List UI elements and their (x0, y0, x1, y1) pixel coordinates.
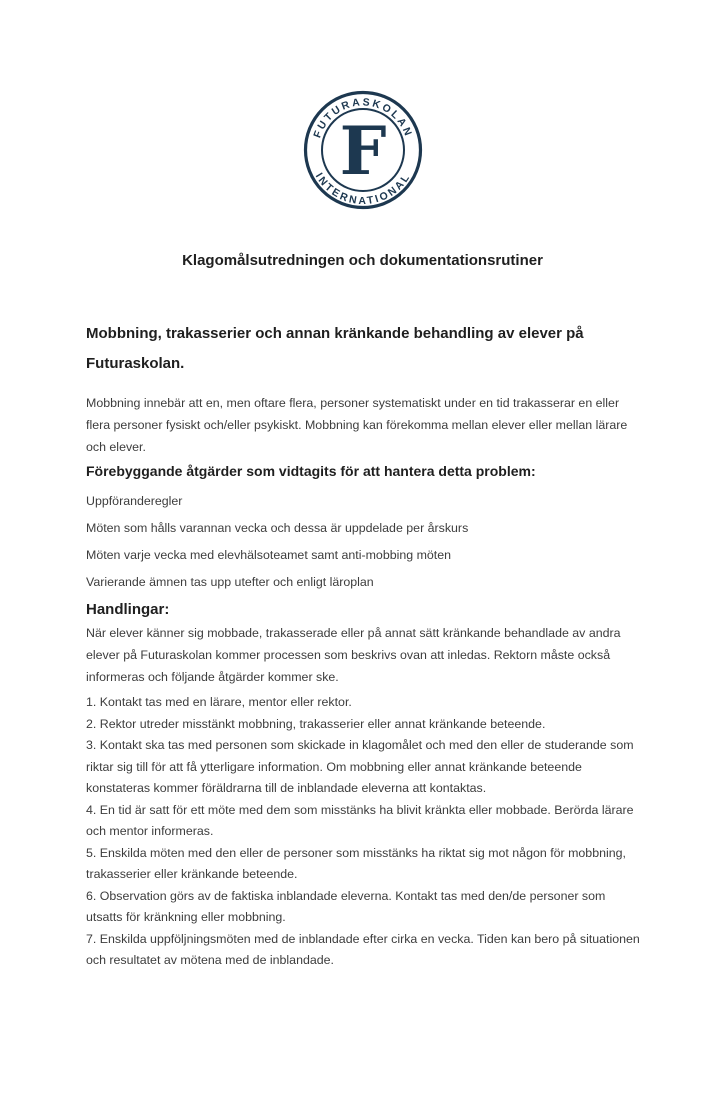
text-line: riktar sig till för att få ytterligare information. Om mobbning eller annat kränkande beteende (86, 759, 582, 774)
list-action-steps (86, 692, 646, 972)
document-title: Klagomålsutredningen och dokumentationsrutiner (182, 252, 543, 269)
text-line: 4. En tid är satt för ett möte med dem som misstänks ha blivit kränkta eller mobbade. Berörda lärare (86, 802, 634, 817)
logo-seal-svg (303, 90, 423, 210)
text-line: Mobbning innebär att en, men oftare flera, personer systematiskt under en tid trakasserar en eller (86, 396, 620, 410)
text-line: Möten som hålls varannan vecka och dessa är uppdelade per årskurs (86, 521, 469, 535)
text-line: och mentor informeras. (86, 824, 214, 838)
text-line: utsatts för kränkning eller mobbning. (86, 910, 286, 924)
text-line: och resultatet av mötena med de inblandade. (86, 953, 334, 967)
text-line: elever på Futuraskolan kommer processen som beskrivs ovan att inledas. Rektorn måste också (86, 648, 611, 662)
text-line: 6. Observation görs av de faktiska inblandade eleverna. Kontakt tas med den/de personer som (86, 888, 606, 903)
text-line: 7. Enskilda uppföljningsmöten med de inblandade efter cirka en vecka. Tiden kan bero på situationen (86, 931, 640, 946)
paragraph-mobbning-definition (86, 392, 646, 458)
text-line: Varierande ämnen tas upp utefter och enligt läroplan (86, 575, 374, 589)
text-line: Möten varje vecka med elevhälsoteamet samt anti-mobbing möten (86, 548, 452, 562)
text-line: Mobbning, trakasserier och annan kränkande behandling av elever på (86, 325, 584, 342)
heading-handlingar: Handlingar: (86, 601, 170, 618)
text-line: 2. Rektor utreder misstänkt mobbning, trakasserier eller annat kränkande beteende. (86, 716, 546, 731)
heading-mobbning (86, 319, 646, 379)
text-line: 1. Kontakt tas med en lärare, mentor eller rektor. (86, 695, 352, 709)
text-line: konstateras kommer föräldrarna till de inblandade eleverna att kontaktas. (86, 781, 487, 795)
text-line: Futuraskolan. (86, 355, 185, 372)
paragraph-handlingar-intro (86, 622, 646, 688)
logo-ring-bottom-text: INTERNATIONAL (312, 170, 413, 208)
text-line: informeras och följande åtgärder kommer ske. (86, 670, 339, 684)
logo-monogram-f: F (339, 112, 386, 190)
text-line: 5. Enskilda möten med den eller de personer som misstänks ha riktat sig mot någon för mobbning, (86, 845, 626, 860)
text-line: Uppföranderegler (86, 494, 183, 508)
logo-ring-top-text: FUTURASKOLAN (310, 96, 415, 140)
futuraskolan-logo-seal (303, 90, 423, 215)
text-line: trakasserier eller kränkande beteende. (86, 867, 298, 881)
text-line: och elever. (86, 440, 146, 454)
text-line: 3. Kontakt ska tas med personen som skickade in klagomålet och med den eller de studerande som (86, 738, 634, 752)
list-preventive-measures (86, 490, 646, 593)
document-page (0, 90, 725, 1114)
text-line: flera personer fysiskt och/eller psykiskt. Mobbning kan förekomma mellan elever eller mellan lärare (86, 418, 628, 432)
heading-forebyggande: Förebyggande åtgärder som vidtagits för att hantera detta problem: (86, 463, 536, 479)
document-body (86, 319, 646, 972)
text-line: När elever känner sig mobbade, trakasserade eller på annat sätt kränkande behandlade av andra (86, 626, 621, 640)
